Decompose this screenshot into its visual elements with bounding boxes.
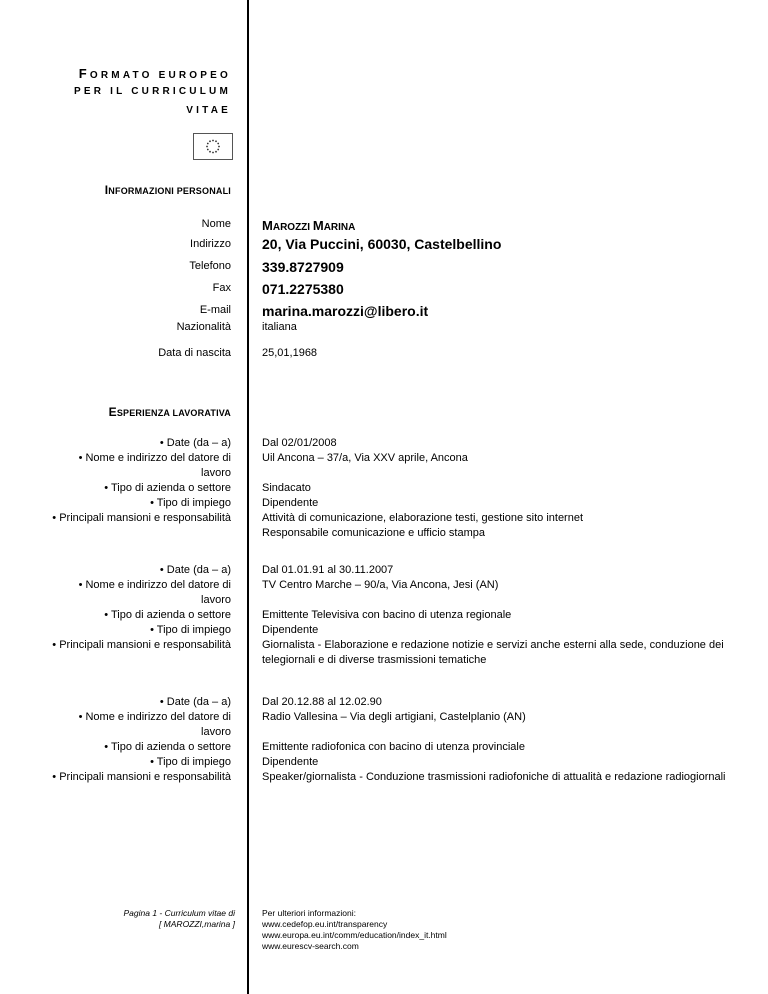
- cv-title-line-2: PER IL CURRICULUM: [74, 86, 231, 97]
- label-employer: • Nome e indirizzo del datore di: [78, 579, 231, 591]
- section-heading-personal: INFORMAZIONI PERSONALI: [104, 183, 231, 197]
- value-sector: Emittente Televisiva con bacino di utenza regionale: [262, 609, 512, 621]
- entry-3-labels: [0, 695, 231, 785]
- value-indirizzo: 20, Via Puccini, 60030, Castelbellino: [262, 236, 502, 252]
- label-duties: • Principali mansioni e responsabilità: [52, 639, 231, 651]
- value-fax: 071.2275380: [262, 281, 344, 297]
- value-duties: Attività di comunicazione, elaborazione testi, gestione sito internet: [262, 512, 584, 524]
- eu-flag-icon: [193, 133, 233, 160]
- value-date: Dal 20.12.88 al 12.02.90: [262, 696, 382, 708]
- value-type: Dipendente: [262, 756, 319, 768]
- label-employer: • Nome e indirizzo del datore di: [78, 711, 231, 723]
- value-duties-cont: Responsabile comunicazione e ufficio stampa: [262, 527, 485, 539]
- footer-page-line-1: Pagina 1 - Curriculum vitae di: [123, 908, 235, 918]
- label-telefono: Telefono: [189, 260, 231, 272]
- label-employer-cont: lavoro: [201, 726, 231, 738]
- label-type: • Tipo di impiego: [150, 497, 231, 509]
- label-sector: • Tipo di azienda o settore: [104, 482, 231, 494]
- label-nascita: Data di nascita: [158, 347, 231, 359]
- label-date: • Date (da – a): [159, 564, 231, 576]
- value-employer: TV Centro Marche – 90/a, Via Ancona, Jesi (AN): [262, 579, 499, 591]
- value-nascita: 25,01,1968: [262, 347, 318, 359]
- label-email: E-mail: [199, 304, 231, 316]
- entry-3-values: [262, 695, 732, 785]
- label-type: • Tipo di impiego: [150, 756, 231, 768]
- footer-page-info: [0, 908, 235, 930]
- label-employer-cont: lavoro: [201, 467, 231, 479]
- footer-link-cedefop[interactable]: www.cedefop.eu.int/transparency: [262, 919, 388, 929]
- entry-2-values: [262, 563, 732, 668]
- section-heading-experience: ESPERIENZA LAVORATIVA: [108, 405, 231, 419]
- value-sector: Sindacato: [262, 482, 311, 494]
- value-date: Dal 02/01/2008: [262, 437, 337, 449]
- value-duties-cont: telegiornali e di diverse trasmissioni tematiche: [262, 654, 487, 666]
- value-duties: Giornalista - Elaborazione e redazione notizie e servizi anche esterni alla sede, conduzione dei: [262, 639, 724, 651]
- footer-page-line-2: [ MAROZZI,marina ]: [158, 919, 235, 929]
- value-sector: Emittente radiofonica con bacino di utenza provinciale: [262, 741, 525, 753]
- footer-link-eurescv[interactable]: www.eurescv-search.com: [262, 941, 359, 951]
- footer-info-label: Per ulteriori informazioni:: [262, 908, 357, 918]
- label-date: • Date (da – a): [159, 437, 231, 449]
- label-sector: • Tipo di azienda o settore: [104, 741, 231, 753]
- label-employer-cont: lavoro: [201, 594, 231, 606]
- label-duties: • Principali mansioni e responsabilità: [52, 771, 231, 783]
- footer-links: [262, 908, 447, 952]
- column-divider: [247, 0, 249, 994]
- value-employer: Radio Vallesina – Via degli artigiani, Castelplanio (AN): [262, 711, 526, 723]
- value-type: Dipendente: [262, 624, 319, 636]
- value-date: Dal 01.01.91 al 30.11.2007: [262, 564, 394, 576]
- value-nome: MAROZZI MARINA: [262, 218, 356, 233]
- value-duties: Speaker/giornalista - Conduzione trasmissioni radiofoniche di attualità e redazione radiogiornali: [262, 771, 726, 783]
- entry-2-labels: [0, 563, 231, 653]
- value-email: marina.marozzi@libero.it: [262, 303, 429, 319]
- entry-1-labels: [0, 436, 231, 526]
- value-employer: Uil Ancona – 37/a, Via XXV aprile, Ancona: [262, 452, 468, 464]
- cv-title-line-3: VITAE: [186, 105, 231, 116]
- label-type: • Tipo di impiego: [150, 624, 231, 636]
- label-date: • Date (da – a): [159, 696, 231, 708]
- label-nome: Nome: [201, 218, 231, 230]
- label-nazionalita: Nazionalità: [176, 321, 231, 333]
- label-fax: Fax: [212, 282, 231, 294]
- value-type: Dipendente: [262, 497, 319, 509]
- entry-1-values: [262, 436, 732, 541]
- value-nazionalita: italiana: [262, 321, 297, 333]
- value-telefono: 339.8727909: [262, 259, 344, 275]
- label-duties: • Principali mansioni e responsabilità: [52, 512, 231, 524]
- footer-link-europa[interactable]: www.europa.eu.int/comm/education/index_it.html: [262, 930, 447, 940]
- label-employer: • Nome e indirizzo del datore di: [78, 452, 231, 464]
- cv-title-line-1: FORMATO EUROPEO: [78, 66, 231, 81]
- label-indirizzo: Indirizzo: [190, 238, 231, 250]
- label-sector: • Tipo di azienda o settore: [104, 609, 231, 621]
